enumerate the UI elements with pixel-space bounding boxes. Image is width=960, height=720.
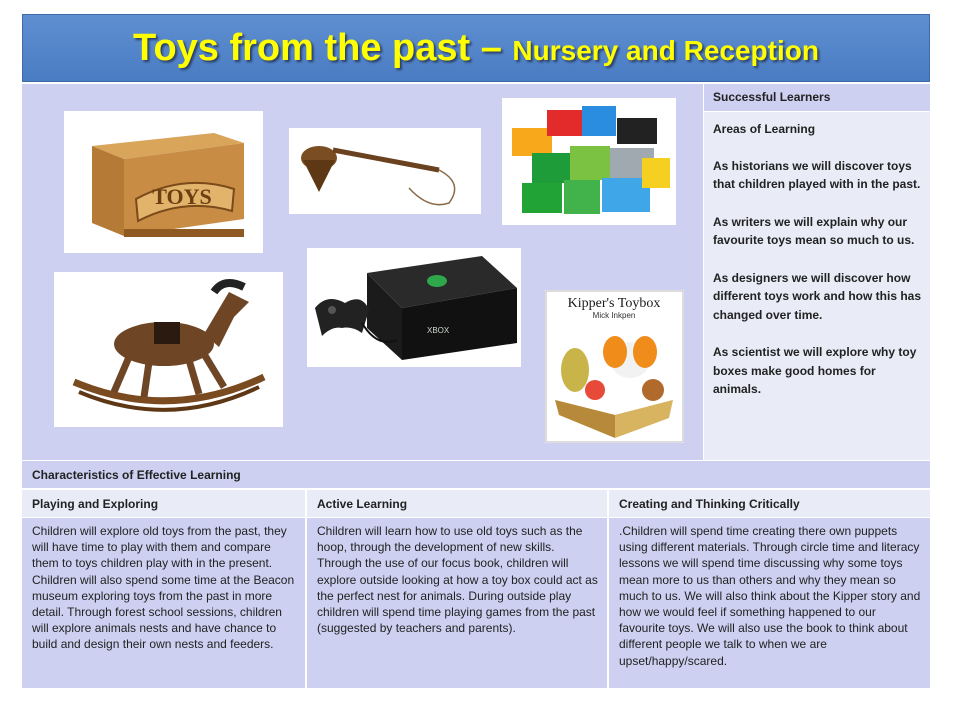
areas-of-learning-panel bbox=[704, 112, 930, 460]
col-heading-creating-thinking: Creating and Thinking Critically bbox=[609, 490, 930, 517]
picture-panel bbox=[22, 84, 703, 460]
xbox-brand-label: XBOX bbox=[427, 326, 450, 335]
areas-of-learning-title: Areas of Learning bbox=[713, 122, 816, 136]
toybox-lettering: TOYS bbox=[152, 184, 212, 209]
rocking-horse-image bbox=[54, 272, 283, 427]
characteristics-heading: Characteristics of Effective Learning bbox=[22, 461, 930, 488]
title-subtitle: Nursery and Reception bbox=[512, 35, 819, 66]
book-title: Kipper's Toybox bbox=[567, 296, 661, 311]
col-text-creating-thinking: .Children will spend time creating there own puppets using different materials. Through circle time and literacy lessons we will spend time discussing why some toys mean more to us than others and why they mean so much to us. We will also think about the Kipper story and how we would feel if something happened to our favourite toys. We will also use the book to think about different people we talk to when we are upset/happy/scared. bbox=[609, 518, 930, 688]
learning-item: As writers we will explain why our favourite toys mean so much to us. bbox=[713, 214, 915, 247]
kippers-toybox-book-image bbox=[545, 290, 684, 443]
learning-item: As historians we will discover toys that children played with in the past. bbox=[713, 158, 921, 191]
xbox-console-image bbox=[307, 248, 521, 367]
book-author: Mick Inkpen bbox=[592, 311, 636, 320]
learning-item: As scientist we will explore why toy boxes make good homes for animals. bbox=[713, 345, 917, 396]
col-heading-active-learning: Active Learning bbox=[307, 490, 607, 517]
col-heading-playing-exploring: Playing and Exploring bbox=[22, 490, 305, 517]
toybox-image bbox=[64, 111, 263, 253]
title-main: Toys from the past – bbox=[133, 27, 513, 69]
whip-and-top-image bbox=[289, 128, 481, 214]
successful-learners-heading: Successful Learners bbox=[704, 84, 930, 111]
lego-bricks-image bbox=[502, 98, 676, 225]
page-title bbox=[23, 15, 929, 89]
col-text-playing-exploring: Children will explore old toys from the past, they will have time to play with them and compare them to toys children play with in the present. Children will also spend some time at the Beacon museum exploring toys from the past in more detail. Through forest school sessions, children will explore animals nests and have chance to build and design their own nests and feeders. bbox=[22, 518, 305, 688]
col-text-active-learning: Children will learn how to use old toys such as the hoop, through the development of new skills. Through the use of our focus book, children will explore outside looking at how a toy box could act as the perfect nest for animals. During outside play children will spend time playing games from the past (suggested by teachers and parents). bbox=[307, 518, 607, 688]
learning-item: As designers we will discover how different toys work and how this has changed over time. bbox=[713, 270, 922, 322]
title-bar bbox=[22, 14, 930, 82]
